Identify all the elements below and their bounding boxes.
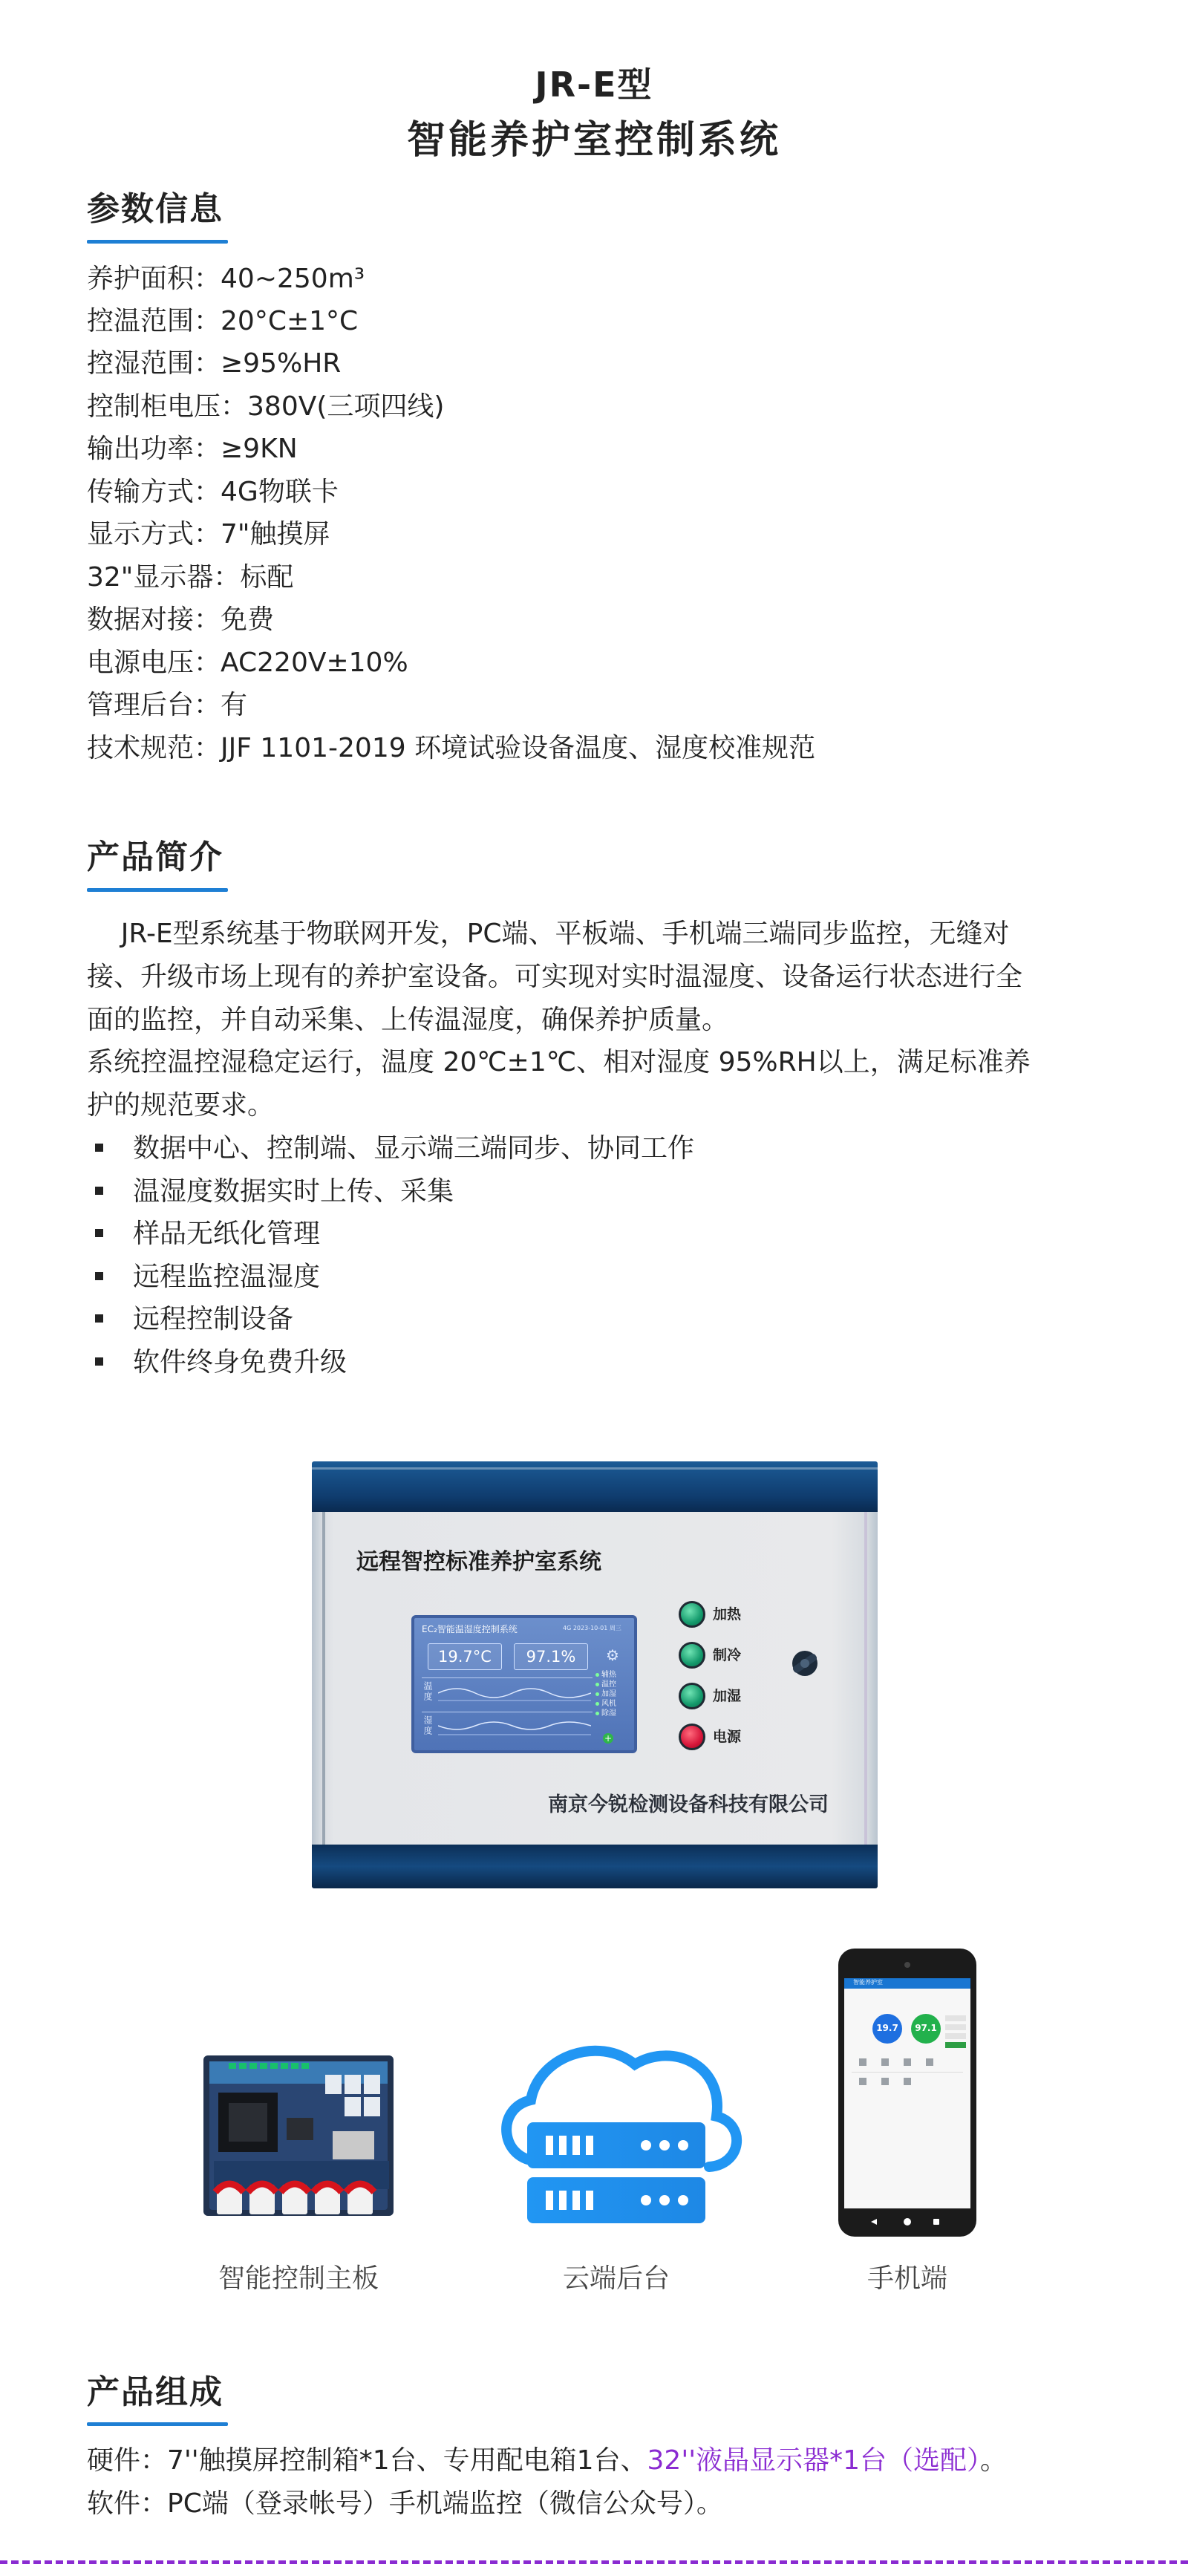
param-item	[87, 431, 298, 467]
feature-text: 远程监控温湿度	[133, 1262, 321, 1292]
cabinet-company-name: 南京今锐检测设备科技有限公司	[548, 1793, 829, 1816]
cabinet-top-highlight	[312, 1467, 878, 1470]
power-indicator-light	[679, 1724, 705, 1750]
temperature-wave-icon	[438, 1681, 591, 1705]
param-label: 技术规范：	[87, 733, 221, 763]
intro-heading: 产品简介	[87, 838, 223, 876]
indicator-label: 电源	[713, 1729, 742, 1745]
intro-paragraph-line: 接、升级市场上现有的养护室设备。可实现对实时温湿度、设备运行状态进行全	[87, 962, 1023, 992]
param-label: 显示方式：	[87, 519, 221, 550]
intro-paragraph-line: 系统控温控湿稳定运行，温度 20℃±1℃、相对湿度 95%RH以上，满足标准养	[87, 1047, 1031, 1077]
bullet-marker-icon	[95, 1357, 103, 1366]
param-label: 控温范围：	[87, 306, 221, 336]
param-label: 控湿范围：	[87, 348, 221, 379]
feature-bullet	[95, 1259, 320, 1295]
composition-heading: 产品组成	[87, 2373, 223, 2411]
param-value: ≥9KN	[221, 434, 298, 464]
screen-legend-item	[595, 1709, 616, 1718]
hardware-optional-highlight: 32''液晶显示器*1台（选配）	[647, 2445, 981, 2476]
param-item	[87, 304, 358, 339]
status-dot-icon	[595, 1702, 599, 1706]
feature-text: 远程控制设备	[133, 1304, 294, 1334]
status-dot-icon	[595, 1673, 599, 1677]
screen-status: 4G 2023-10-01 周三	[563, 1625, 621, 1631]
param-value: 免费	[221, 604, 275, 635]
feature-text: 样品无纸化管理	[133, 1219, 321, 1249]
screen-temperature-chart	[422, 1677, 593, 1708]
screen-title: EC₂智能温湿度控制系统	[422, 1624, 518, 1634]
page-model-title: JR-E型	[535, 65, 653, 105]
param-label: 32"显示器：	[87, 562, 241, 593]
cabinet-bottom-trim	[312, 1845, 878, 1888]
legend-text: 加湿	[601, 1690, 616, 1698]
indicator-label: 加湿	[713, 1688, 742, 1704]
indicator-label: 加热	[713, 1606, 742, 1623]
bullet-marker-icon	[95, 1187, 103, 1195]
param-item	[87, 517, 330, 552]
status-dot-icon	[595, 1712, 599, 1715]
legend-text: 除湿	[601, 1709, 616, 1718]
circuit-board-icon	[199, 2050, 398, 2222]
param-label: 电源电压：	[87, 648, 221, 678]
intro-paragraph-line: JR-E型系统基于物联网开发，PC端、平板端、手机端三端同步监控，无缝对	[87, 919, 1010, 949]
param-item	[87, 731, 815, 766]
chart-label: 温度	[422, 1681, 433, 1702]
param-item	[87, 346, 341, 382]
screen-legend-item	[595, 1680, 616, 1689]
status-dot-icon	[595, 1683, 599, 1686]
param-item	[87, 688, 247, 723]
bullet-marker-icon	[95, 1229, 103, 1237]
feature-text: 数据中心、控制端、显示端三端同步、协同工作	[133, 1133, 695, 1164]
gear-icon: ⚙	[606, 1646, 619, 1664]
smartphone-icon	[837, 1947, 978, 2238]
param-label: 管理后台：	[87, 690, 221, 720]
hardware-text: 硬件：7''触摸屏控制箱*1台、专用配电箱1台、	[87, 2445, 647, 2476]
screen-humidity-chart	[422, 1712, 593, 1742]
rotary-switch-icon	[786, 1644, 824, 1683]
param-item	[87, 261, 365, 297]
hardware-suffix: 。	[980, 2445, 1008, 2476]
bullet-marker-icon	[95, 1314, 103, 1323]
param-value: 4G物联卡	[221, 477, 339, 507]
param-item	[87, 560, 293, 596]
param-item	[87, 602, 274, 638]
param-value: ≥95%HR	[221, 348, 342, 379]
cabinet-touchscreen	[411, 1615, 637, 1753]
bullet-marker-icon	[95, 1144, 103, 1152]
param-value: JJF 1101-2019 环境试验设备温度、湿度校准规范	[221, 733, 816, 763]
status-dot-icon	[595, 1692, 599, 1696]
feature-bullet	[95, 1345, 347, 1380]
param-value: 20°C±1°C	[221, 306, 359, 336]
param-label: 数据对接：	[87, 604, 221, 635]
humidify-indicator-light	[679, 1683, 705, 1709]
params-heading: 参数信息	[87, 190, 223, 228]
hardware-line	[87, 2443, 1007, 2479]
cabinet-right-edge	[864, 1512, 867, 1845]
screen-legend-item	[595, 1699, 616, 1709]
phone-temperature: 19.7	[876, 2023, 898, 2033]
indicator-label: 制冷	[713, 1647, 742, 1663]
param-label: 养护面积：	[87, 264, 221, 294]
cooling-indicator-light	[679, 1642, 705, 1669]
feature-bullet	[95, 1131, 694, 1167]
screen-legend-item	[595, 1689, 616, 1699]
intro-paragraph-line: 面的监控，并自动采集、上传温湿度，确保养护质量。	[87, 1005, 729, 1035]
param-item	[87, 389, 444, 425]
module-caption: 手机端	[866, 2263, 947, 2294]
param-value: 380V(三项四线)	[247, 391, 445, 422]
param-value: 标配	[240, 562, 294, 593]
phone-body-icon	[837, 1947, 978, 2238]
phone-humidity: 97.1	[915, 2023, 937, 2033]
software-line: 软件：PC端（登录帐号）手机端监控（微信公众号）。	[87, 2488, 723, 2519]
cabinet-title: 远程智控标准养护室系统	[356, 1549, 601, 1575]
feature-bullet	[95, 1174, 454, 1210]
page-title: 智能养护室控制系统	[406, 118, 781, 163]
phone-app-title: 智能养护室	[853, 1979, 883, 1986]
param-item	[87, 475, 339, 510]
feature-text: 软件终身免费升级	[133, 1347, 347, 1377]
module-caption: 云端后台	[562, 2263, 670, 2294]
screen-legend-item	[595, 1670, 616, 1680]
param-item	[87, 645, 408, 681]
param-value: 40~250m³	[221, 264, 365, 294]
feature-text: 温湿度数据实时上传、采集	[133, 1176, 454, 1207]
heating-indicator-light	[679, 1601, 705, 1628]
intro-heading-underline	[87, 888, 228, 892]
param-value: AC220V±10%	[221, 648, 408, 678]
cabinet-left-edge	[322, 1512, 325, 1845]
add-icon: +	[604, 1733, 613, 1744]
param-value: 有	[221, 690, 248, 720]
param-label: 控制柜电压：	[87, 391, 248, 422]
legend-text: 温控	[601, 1680, 616, 1689]
module-caption: 智能控制主板	[218, 2263, 379, 2294]
legend-text: 风机	[601, 1700, 616, 1708]
feature-bullet	[95, 1216, 320, 1252]
screen-humidity: 97.1%	[514, 1643, 588, 1670]
bullet-marker-icon	[95, 1272, 103, 1280]
feature-bullet	[95, 1302, 293, 1337]
cloud-server-icon	[486, 2035, 746, 2235]
chart-label: 湿度	[422, 1715, 433, 1736]
legend-text: 辅热	[601, 1671, 616, 1679]
screen-temperature: 19.7°C	[428, 1643, 502, 1670]
param-label: 传输方式：	[87, 477, 221, 507]
composition-heading-underline	[87, 2422, 228, 2426]
intro-paragraph-line: 护的规范要求。	[87, 1090, 275, 1121]
params-heading-underline	[87, 240, 228, 244]
param-label: 输出功率：	[87, 434, 221, 464]
humidity-wave-icon	[438, 1715, 591, 1739]
param-value: 7"触摸屏	[221, 519, 330, 550]
bottom-divider	[0, 2560, 1188, 2564]
control-cabinet	[312, 1461, 878, 1888]
